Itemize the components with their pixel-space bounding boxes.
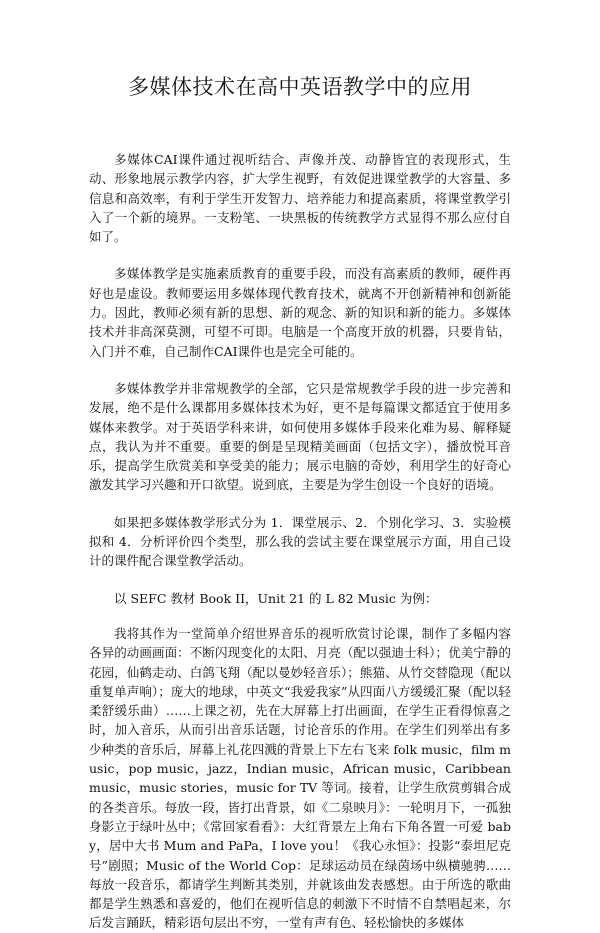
paragraph-teacher-quality: 多媒体教学是实施素质教育的重要手段，而没有高素质的教师，硬件再好也是虚设。教师要运用多媒体现代教育技术，就离不开创新精神和创新能力。因此，教师必须有新的思想、新的观念、新的知识和新的能力。多媒体技术并非高深莫测，可望不可即。电脑是一个高度开放的机器，只要肯钻，入门并不难，自己制作CAI课件也是完全可能的。 [89, 266, 511, 359]
page-title: 多媒体技术在高中英语教学中的应用 [128, 75, 472, 99]
paragraph-lesson-description: 我将其作为一堂简单介绍世界音乐的视听欣赏讨论课，制作了多幅内容各异的动画画面：不断闪现变化的太阳、月亮（配以强迪士科）；优美宁静的花园，仙鹤走动、白鸽飞翔（配以曼妙轻音乐）；熊猫、从竹交替隐现（配以重复单声响）；庞大的地球，中英文“我爱我家”从四面八方缓缓汇聚（配以轻柔舒缓乐曲）……上课之初，先在大屏幕上打出画面，在学生正看得惊喜之时，加入音乐，从而引出音乐话题，讨论音乐的作用。在学生们列举出有多少种类的音乐后，屏幕上礼花四溅的背景上下左右飞来 folk music，film music，pop music，jazz，Indian music，African music，Caribbean music，music stories，music for TV 等词。接着，让学生欣赏剪辑合成的各类音乐。每放一段，皆打出背景，如《二泉映月》：一轮明月下，一孤独身影立于绿叶丛中；《常回家看看》：大红背景左上角右下角各置一可爱 baby，居中大书 Mum and PaPa，I love you！《我心永恒》：投影“泰坦尼克号”剧照；Music of the World Cop：足球运动员在绿茵场中纵横驰骋……每放一段音乐，都请学生判断其类别，并就该曲发表感想。由于所选的歌曲都是学生熟悉和喜爱的，他们在视听信息的刺激下不时情不自禁唱起来，尔后发言踊跃，精彩语句层出不穷，一堂有声有色、轻松愉快的多媒体 [89, 625, 511, 931]
paragraph-intro: 多媒体CAI课件通过视听结合、声像并茂、动静皆宜的表现形式，生动、形象地展示教学内容，扩大学生视野，有效促进课堂教学的大容量、多信息和高效率，有利于学生开发智力、培养能力和提高素质，将课堂教学引入了一个新的境界。一支粉笔、一块黑板的传统教学方式显得不那么应付自如了。 [89, 152, 511, 245]
paragraph-multimedia-role: 多媒体教学并非常规教学的全部，它只是常规教学手段的进一步完善和发展，绝不是什么课都用多媒体技术为好，更不是每篇课文都适宜于使用多媒体来教学。对于英语学科来讲，如何使用多媒体手段来化难为易、解释疑点，我认为并不重要。重要的倒是呈现精美画面（包括文字），播放悦耳音乐，提高学生欣赏美和享受美的能力；展示电脑的奇妙，利用学生的好奇心激发其学习兴趣和开口欲望。说到底，主要是为学生创设一个良好的语境。 [89, 380, 511, 493]
paragraph-example-intro: 以 SEFC 教材 Book II，Unit 21 的 L 82 Music 为例： [114, 590, 438, 606]
paragraph-teaching-forms: 如果把多媒体教学形式分为 1．课堂展示、2．个别化学习、3．实验模拟和 4．分析评价四个类型，那么我的尝试主要在课堂展示方面，用自己设计的课件配合课堂教学活动。 [89, 514, 511, 569]
